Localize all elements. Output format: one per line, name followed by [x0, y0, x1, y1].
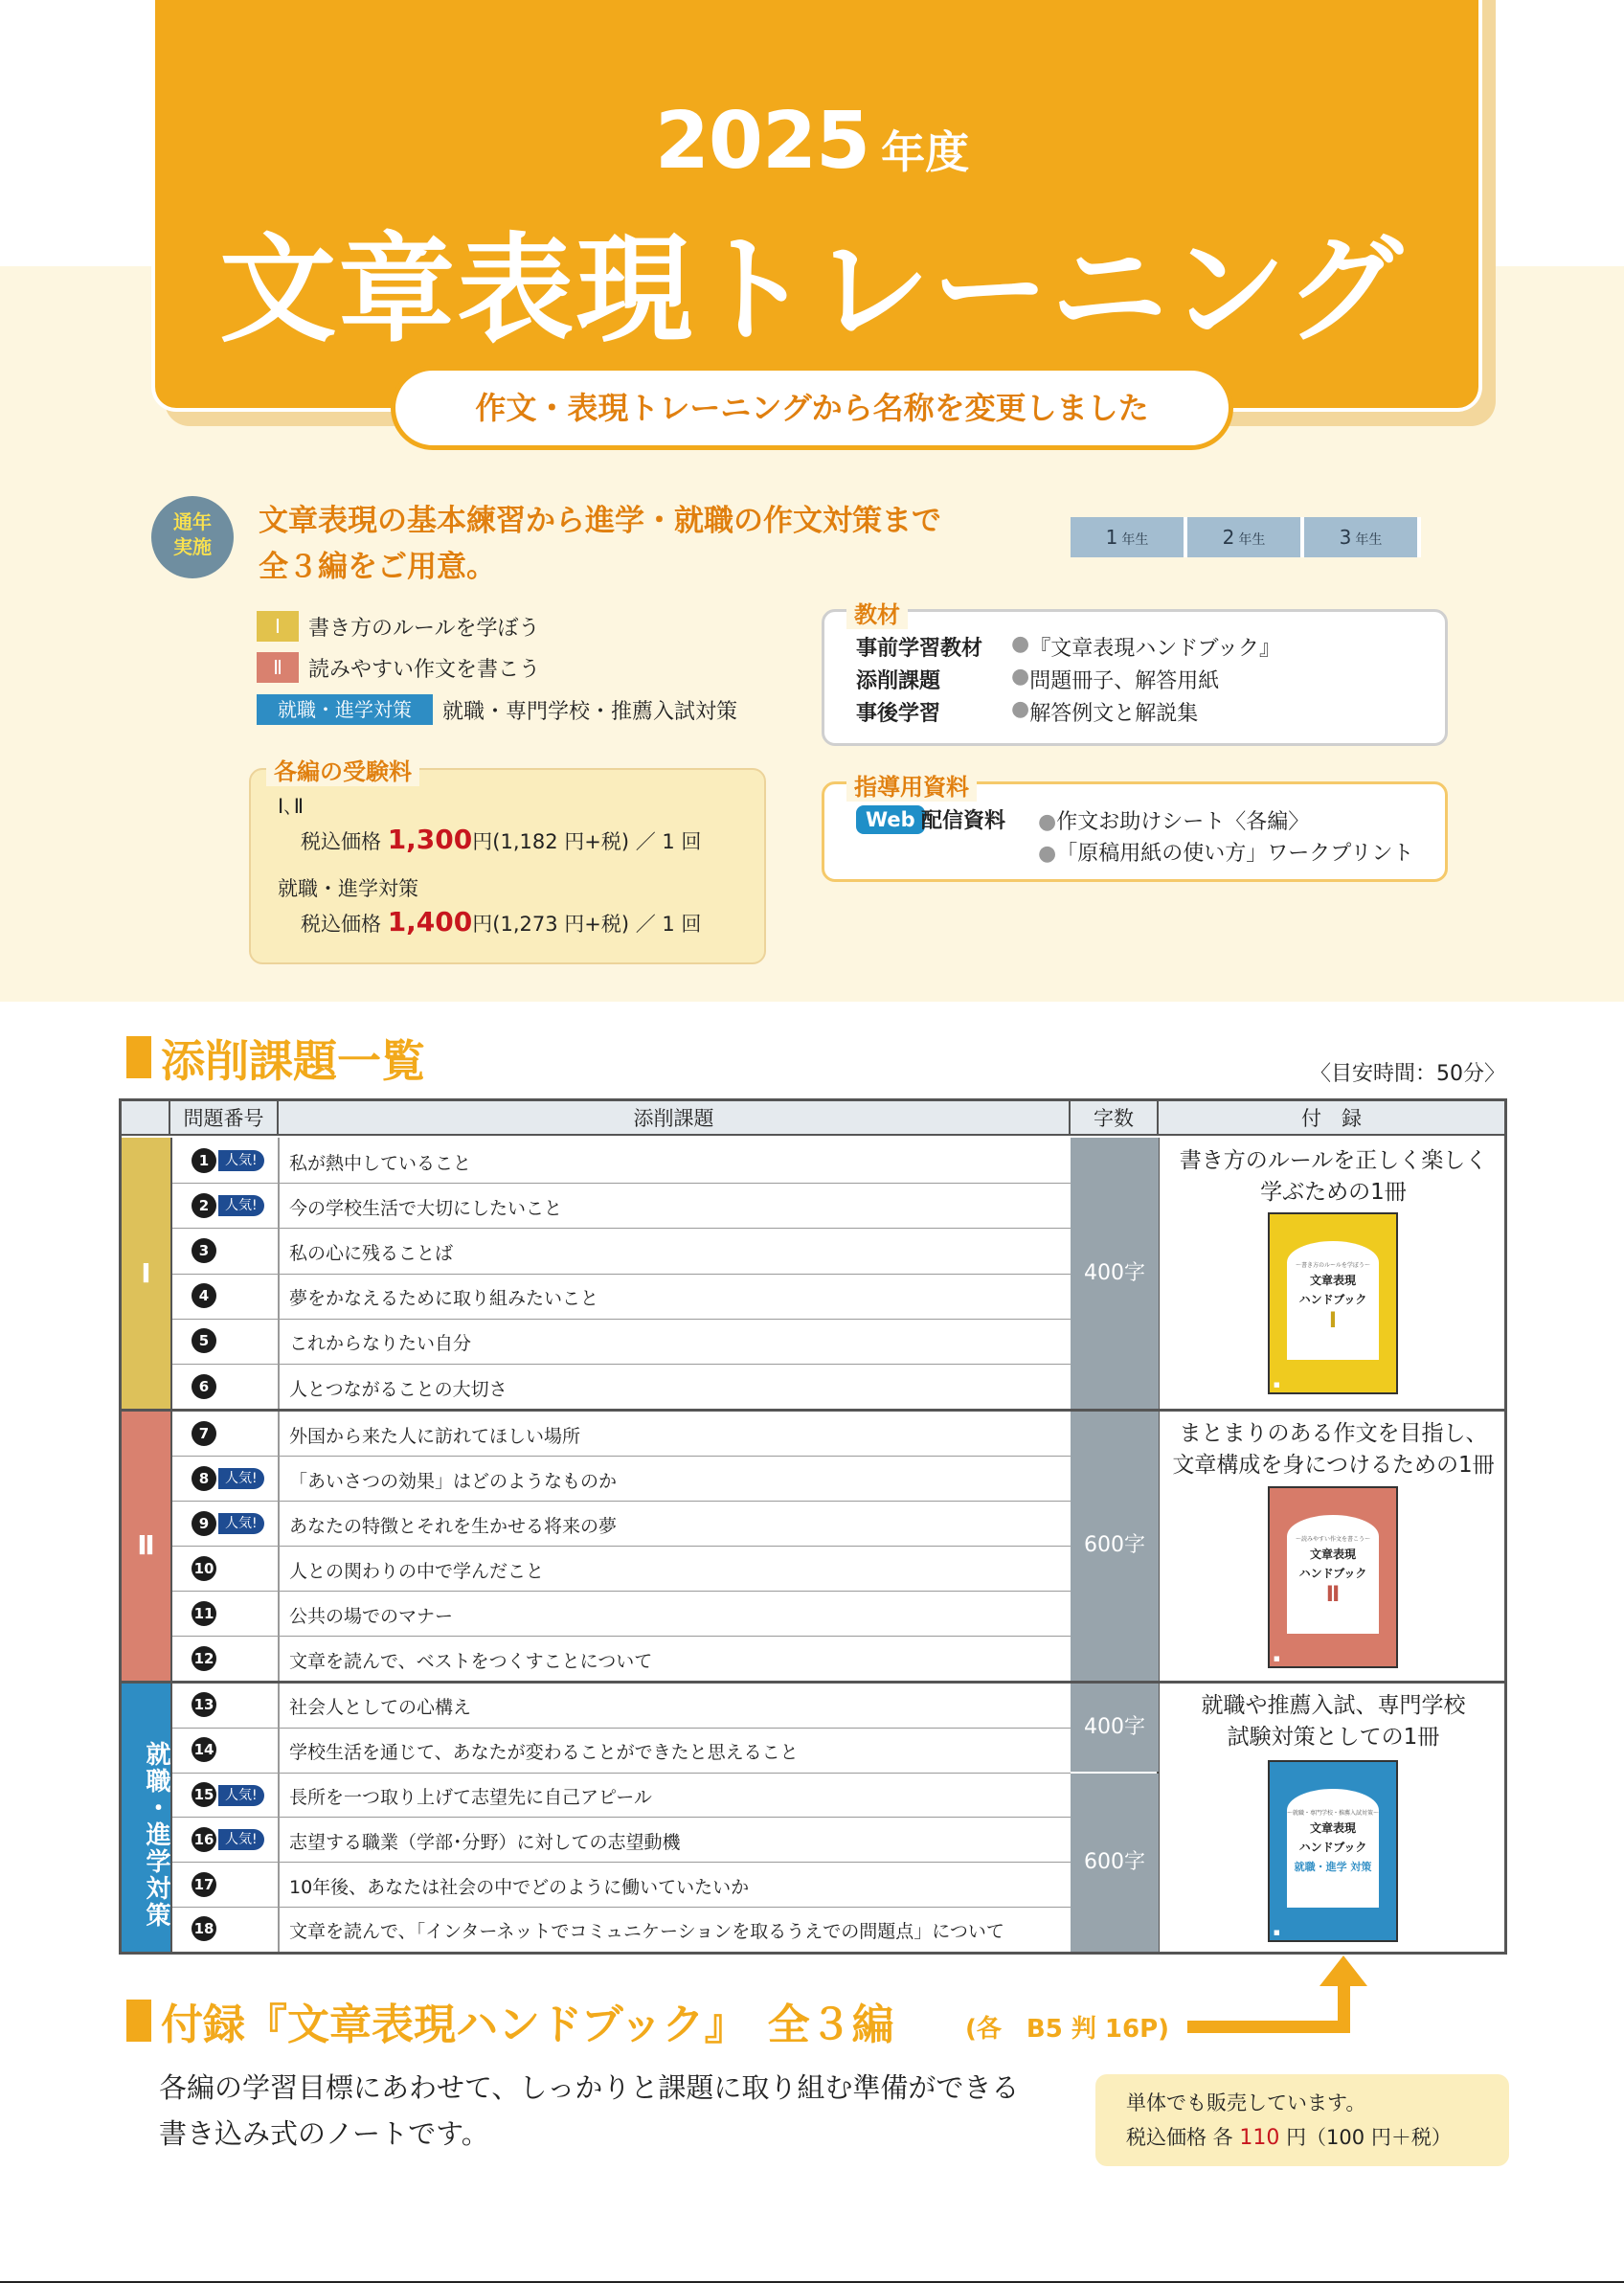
fee-group-1-price: 1,300 [387, 824, 473, 855]
book-subtitle: ～読みやすい作文を書こう～ [1295, 1536, 1370, 1543]
number-circle: 14 [192, 1737, 216, 1762]
book-title-line-1: 文章表現 [1309, 1548, 1356, 1561]
row-divider [172, 1501, 1071, 1502]
fee-group-2-label: 就職・進学対策 [278, 877, 418, 900]
section-divider [122, 1681, 1504, 1684]
number-circle: 15 [192, 1782, 216, 1807]
task-text: 夢をかなえるために取り組みたいこと [289, 1288, 599, 1310]
header-appendix: 付 録 [1159, 1101, 1504, 1136]
question-number [192, 1328, 216, 1353]
number-circle: 8 [192, 1466, 216, 1491]
task-text: これからなりたい自分 [289, 1333, 472, 1355]
row-divider [172, 1228, 1071, 1229]
arrow-icon-shaft [1338, 1982, 1350, 2033]
count-cell-3b: 600字 [1071, 1774, 1159, 1952]
handbook-cover-3 [1268, 1760, 1398, 1942]
popular-badge: 人気! [218, 1785, 264, 1806]
intro-line-1: 文章表現の基本練習から進学・就職の作文対策まで [259, 504, 941, 538]
question-number [192, 1737, 216, 1762]
count-cell-1: 400字 [1071, 1138, 1159, 1409]
sale-price: 110 [1239, 2126, 1280, 2150]
count-cell-2: 600字 [1071, 1411, 1159, 1681]
guidance-item-2-text: 「原稿用紙の使い方」ワークプリント [1056, 842, 1414, 866]
question-number [192, 1601, 216, 1626]
material-row-3 [856, 697, 1198, 727]
arrow-icon [1187, 2021, 1350, 2033]
fee-group-2-rest: 円(1,273 円+税) ／ 1 回 [472, 913, 702, 936]
year-number: 2025 [654, 96, 870, 187]
publisher-logo: ■ [1274, 1929, 1280, 1936]
edition-row-2 [257, 651, 540, 684]
task-text: 文章を読んで、「インターネットでコミュニケーションを取るうえでの問題点」について [289, 1921, 1004, 1943]
number-circle: 3 [192, 1238, 216, 1263]
appendix-desc-3-line-1: 就職や推薦入試、専門学校 [1201, 1693, 1466, 1718]
task-text: 私の心に残ることば [289, 1243, 454, 1264]
section-marker [126, 1036, 151, 1078]
fee-group-1-label: Ⅰ､Ⅱ [278, 795, 304, 818]
number-circle: 13 [192, 1692, 216, 1717]
intro-line-2: 全３編をご用意。 [259, 550, 496, 584]
header-count: 字数 [1071, 1101, 1159, 1136]
row-divider [172, 1456, 1071, 1457]
appendix-desc-line-2: 書き込み式のノートです。 [159, 2117, 489, 2150]
page-title: 文章表現トレーニング [219, 222, 1405, 358]
number-circle: 7 [192, 1421, 216, 1446]
title-year [0, 96, 1624, 187]
header-blank [122, 1101, 170, 1136]
row-divider [172, 1907, 1071, 1908]
task-text: 志望する職業（学部･分野）に対しての志望動機 [289, 1831, 681, 1853]
row-divider [172, 1728, 1071, 1729]
grade-tab-2 [1187, 517, 1304, 557]
edition-row-1 [257, 610, 540, 643]
question-number [192, 1782, 264, 1807]
book-title-line-2: ハンドブック [1298, 1841, 1367, 1854]
guidance-item-1 [1038, 805, 1309, 835]
popular-badge: 人気! [218, 1829, 264, 1850]
number-circle: 18 [192, 1916, 216, 1941]
material-value-1: 『文章表現ハンドブック』 [1029, 637, 1281, 661]
material-row-2 [856, 665, 1219, 694]
material-value-3: 解答例文と解説集 [1029, 702, 1199, 726]
task-text: 外国から来た人に訪れてほしい場所 [289, 1425, 581, 1447]
guidance-item-2 [1038, 837, 1413, 867]
grade-tab-3 [1304, 517, 1421, 557]
appendix-desc-3-line-2: 試験対策としての1冊 [1227, 1725, 1440, 1750]
grade-number: 3 [1339, 526, 1352, 549]
grade-number: 2 [1222, 526, 1235, 549]
number-circle: 6 [192, 1374, 216, 1399]
section-label-3: 就職・進学対策 [122, 1683, 170, 1952]
grade-label: 年生 [1355, 532, 1383, 548]
task-text: 今の学校生活で大切にしたいこと [289, 1197, 563, 1219]
appendix-desc-1-line-1: 書き方のルールを正しく楽しく [1179, 1148, 1488, 1173]
materials-title: 教材 [846, 596, 908, 629]
publisher-logo: ■ [1274, 1381, 1280, 1389]
task-text: 文章を読んで、ベストをつくすことについて [289, 1650, 653, 1672]
bullet-icon: ● [1038, 842, 1057, 866]
book-edition: Ⅱ [1325, 1583, 1341, 1607]
bullet-icon: ● [1011, 665, 1030, 689]
guidance-item-1-text: 作文お助けシート〈各編〉 [1056, 810, 1310, 834]
material-key-2: 添削課題 [856, 669, 941, 693]
number-circle: 16 [192, 1827, 216, 1852]
book-subtitle: ～書き方のルールを学ぼう～ [1296, 1262, 1370, 1269]
material-row-1 [856, 632, 1280, 662]
appendix-desc-2-line-2: 文章構成を身につけるための1冊 [1172, 1453, 1495, 1478]
publisher-logo: ■ [1274, 1655, 1280, 1662]
task-text: 人とつながることの大切さ [289, 1378, 508, 1400]
bullet-icon: ● [1038, 810, 1057, 834]
grade-label: 年生 [1121, 532, 1149, 548]
popular-badge: 人気! [218, 1468, 264, 1489]
edition-tag-3: 就職・進学対策 [257, 694, 433, 725]
grade-tabs [1071, 517, 1421, 557]
task-text: 私が熱中していること [289, 1152, 472, 1174]
number-circle: 2 [192, 1193, 216, 1218]
number-circle: 12 [192, 1646, 216, 1671]
task-text: 公共の場でのマナー [289, 1605, 454, 1627]
edition-text-3: 就職・専門学校・推薦入試対策 [442, 699, 738, 724]
question-number [192, 1466, 264, 1491]
popular-badge: 人気! [218, 1195, 264, 1216]
number-circle: 4 [192, 1283, 216, 1308]
fee-group-1-price-line [301, 824, 701, 855]
grade-tab-1 [1071, 517, 1187, 557]
appendix-desc-1-line-2: 学ぶための1冊 [1260, 1180, 1407, 1205]
question-number [192, 1872, 216, 1897]
question-number [192, 1148, 264, 1173]
appendix-desc-2-line-1: まとまりのある作文を目指し、 [1179, 1421, 1488, 1446]
bullet-icon: ● [1011, 632, 1030, 656]
rename-note: 作文・表現トレーニングから名称を変更しました [391, 366, 1233, 450]
arrow-icon-head [1320, 1955, 1367, 1986]
row-divider [172, 1591, 1071, 1592]
header-task: 添削課題 [279, 1101, 1071, 1136]
question-number [192, 1283, 216, 1308]
appendix-description [159, 2065, 1019, 2157]
edition-row-3 [257, 693, 737, 726]
question-number [192, 1916, 216, 1941]
question-number [192, 1556, 216, 1581]
question-number [192, 1421, 216, 1446]
book-edition: Ⅰ [1328, 1309, 1338, 1333]
appendix-desc-3 [1162, 1690, 1504, 1753]
year-round-badge [151, 496, 234, 578]
handbook-cover-2 [1268, 1486, 1398, 1668]
book-title-line-1: 文章表現 [1309, 1274, 1356, 1287]
edition-text-1: 書き方のルールを学ぼう [308, 616, 540, 641]
column-divider [278, 1138, 280, 1952]
question-number [192, 1238, 216, 1263]
sale-line-1: 単体でも販売しています。 [1126, 2091, 1366, 2114]
time-note: 〈目安時間：50分〉 [1310, 1062, 1505, 1086]
fee-group-2-price-line [301, 906, 701, 938]
number-circle: 9 [192, 1511, 216, 1536]
material-key-1: 事前学習教材 [856, 637, 983, 661]
question-number [192, 1692, 216, 1717]
question-number [192, 1646, 216, 1671]
task-text: 10年後、あなたは社会の中でどのように働いていたいか [289, 1876, 750, 1898]
popular-badge: 人気! [218, 1150, 264, 1171]
number-circle: 10 [192, 1556, 216, 1581]
task-text: 人との関わりの中で学んだこと [289, 1560, 545, 1582]
section-divider [122, 1409, 1504, 1412]
fee-group-1-rest: 円(1,182 円+税) ／ 1 回 [472, 830, 702, 853]
header-number: 問題番号 [170, 1101, 279, 1136]
book-title-line-2: ハンドブック [1298, 1293, 1367, 1306]
task-text: あなたの特徴とそれを生かせる将来の夢 [289, 1515, 618, 1537]
material-value-2: 問題冊子、解答用紙 [1029, 669, 1220, 693]
badge-line-2: 実施 [173, 535, 212, 558]
appendix-desc-2 [1162, 1418, 1504, 1481]
sale-line-2 [1126, 2120, 1478, 2156]
number-circle: 1 [192, 1148, 216, 1173]
grade-label: 年生 [1238, 532, 1266, 548]
book-subtitle: ～就職・専門学校・推薦入試対策～ [1287, 1810, 1380, 1817]
question-number [192, 1193, 264, 1218]
appendix-desc-1 [1162, 1145, 1504, 1209]
sale-price-label: 税込価格 各 [1126, 2126, 1233, 2149]
row-divider [172, 1636, 1071, 1637]
appendix-spec: (各 B5 判 16P) [965, 2015, 1170, 2044]
grade-number: 1 [1105, 526, 1118, 549]
edition-tag-1: Ⅰ [257, 611, 299, 642]
row-divider [172, 1319, 1071, 1320]
column-divider [170, 1138, 172, 1952]
sale-box [1095, 2074, 1509, 2166]
number-circle: 5 [192, 1328, 216, 1353]
number-circle: 11 [192, 1601, 216, 1626]
book-label-area [1287, 1789, 1379, 1908]
bullet-icon: ● [1011, 697, 1030, 721]
task-list-title: 添削課題一覧 [161, 1035, 425, 1087]
price-label: 税込価格 [301, 913, 381, 936]
material-key-3: 事後学習 [856, 702, 941, 726]
price-label: 税込価格 [301, 830, 381, 853]
question-number [192, 1374, 216, 1399]
book-title-line-2: ハンドブック [1298, 1567, 1367, 1580]
edition-text-2: 読みやすい作文を書こう [308, 657, 541, 682]
task-text: 「あいさつの効果」はどのようなものか [289, 1470, 618, 1492]
intro-text [259, 498, 1044, 590]
question-number [192, 1511, 264, 1536]
distribution-label: 配信資料 [921, 809, 1006, 833]
row-divider [172, 1364, 1071, 1365]
section-label-1: Ⅰ [122, 1138, 170, 1409]
row-divider [172, 1773, 1071, 1774]
task-text: 社会人としての心構え [289, 1697, 472, 1719]
row-divider [172, 1817, 1071, 1818]
section-label-2: Ⅱ [122, 1411, 170, 1681]
sale-rest: 円（100 円＋税） [1286, 2126, 1452, 2149]
edition-tag-2: Ⅱ [257, 652, 299, 683]
book-title-line-1: 文章表現 [1309, 1821, 1356, 1835]
appendix-title: 付録『文章表現ハンドブック』 全３編 [161, 2000, 894, 2049]
fee-group-2-price: 1,400 [387, 906, 473, 938]
row-divider [172, 1274, 1071, 1275]
row-divider [172, 1546, 1071, 1547]
count-cell-3a: 400字 [1071, 1683, 1159, 1772]
badge-line-1: 通年 [173, 510, 212, 533]
appendix-desc-line-1: 各編の学習目標にあわせて、しっかりと課題に取り組む準備ができる [159, 2071, 1020, 2104]
fees-title: 各編の受験料 [266, 753, 419, 786]
row-divider [172, 1183, 1071, 1184]
task-text: 学校生活を通じて、あなたが変わることができたと思えること [289, 1742, 799, 1764]
handbook-cover-1 [1268, 1212, 1398, 1394]
guidance-title: 指導用資料 [846, 768, 977, 802]
section-marker [126, 2000, 151, 2042]
row-divider [172, 1862, 1071, 1863]
question-number [192, 1827, 264, 1852]
web-tag: Web [856, 805, 925, 834]
book-label-area [1287, 1515, 1379, 1634]
book-label-area [1287, 1241, 1379, 1360]
task-text: 長所を一つ取り上げて志望先に自己アピール [289, 1787, 652, 1808]
popular-badge: 人気! [218, 1513, 264, 1534]
year-suffix: 年度 [881, 126, 970, 178]
book-edition: 就職・進学 対策 [1294, 1861, 1372, 1873]
number-circle: 17 [192, 1872, 216, 1897]
